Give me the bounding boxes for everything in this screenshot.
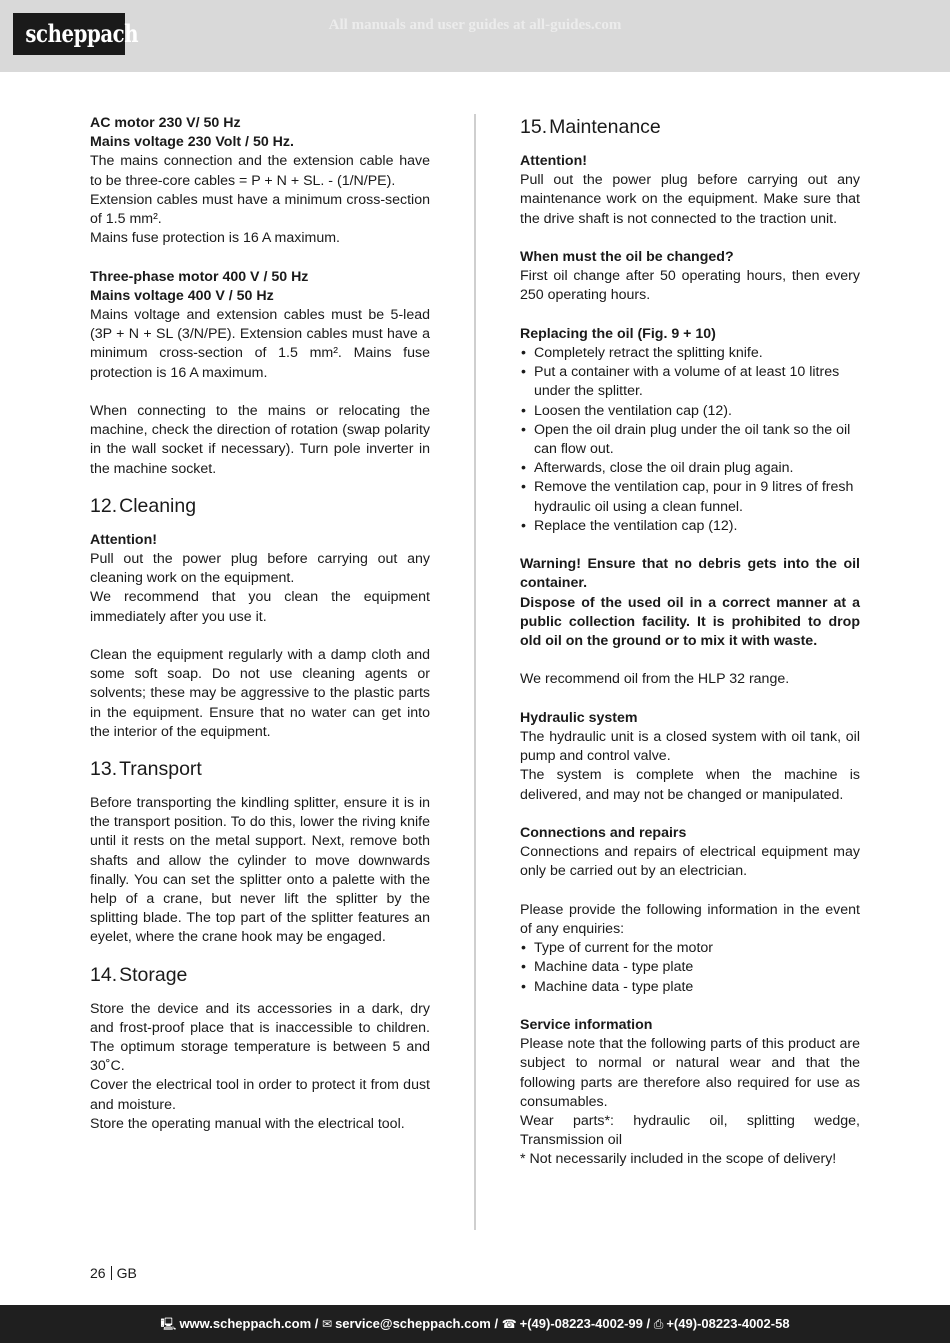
- warning-dispose: Dispose of the used oil in a correct manner at a public collection facility. It is prohibited to drop old oil on the ground or to mix it with waste.: [520, 594, 860, 650]
- list-item: • Replace the ventilation cap (12).: [520, 517, 860, 536]
- fax-icon: ⎙: [653, 1317, 664, 1331]
- list-item: • Remove the ventilation cap, pour in 9 litres of fresh hydraulic oil using a clean funnel.: [520, 478, 860, 516]
- ac-mains-voltage: Mains voltage 230 Volt / 50 Hz.: [90, 134, 294, 151]
- connections-title: Connections and repairs: [520, 825, 687, 842]
- cleaning-text-2: We recommend that you clean the equipment immediately after you use it.: [90, 589, 430, 625]
- connections-text: Connections and repairs of electrical equipment may only be carried out by an electrician.: [520, 844, 860, 880]
- page-header: [0, 0, 950, 72]
- brand-logo: scheppach: [13, 13, 125, 55]
- footer-email[interactable]: service@scheppach.com /: [335, 1316, 499, 1331]
- cleaning-text-3: Clean the equipment regularly with a damp cloth and some soft soap. Do not use cleaning agents or solvents; these may be aggressive to the plastic parts in the equipment. Ensure that no water can get into the interior of the equipment.: [90, 647, 430, 740]
- list-item: • Afterwards, close the oil drain plug again.: [520, 459, 860, 478]
- hydraulic-text-1: The hydraulic unit is a closed system with oil tank, oil pump and control valve.: [520, 729, 860, 765]
- cleaning-text-1: Pull out the power plug before carrying out any cleaning work on the equipment.: [90, 551, 430, 587]
- list-item: • Machine data - type plate: [520, 978, 860, 997]
- hydraulic-text-2: The system is complete when the machine is delivered, and may not be changed or manipulated.: [520, 767, 860, 803]
- list-item: • Loosen the ventilation cap (12).: [520, 402, 860, 421]
- service-text-3: * Not necessarily included in the scope of delivery!: [520, 1151, 837, 1168]
- enquiries-text: Please provide the following information in the event of any enquiries:: [520, 901, 860, 938]
- transport-text: Before transporting the kindling splitter, ensure it is in the transport position. To do this, lower the riving knife until it rests on the metal support. Next, remove both shafts and allow the cylinder to move downwards finally. You can set the splitter onto a palette with the help of a crane, but never lift the splitter by the splitting blade. The top part of the splitter features an eyelet, where the crane hook may be engaged.: [90, 795, 430, 946]
- three-phase-text: Mains voltage and extension cables must be 5-lead (3P + N + SL (3/N/PE). Extension cables must have a minimum cross-section of 1.5 mm². Mains fuse protection is 16 A maximum.: [90, 307, 430, 381]
- hydraulic-title: Hydraulic system: [520, 709, 638, 726]
- three-phase-title: Three-phase motor 400 V / 50 Hz: [90, 268, 309, 285]
- section-title-cleaning: 12. Cleaning: [90, 494, 197, 517]
- footer-fax: +(49)-08223-4002-58: [666, 1316, 790, 1331]
- oil-recommendation: We recommend oil from the HLP 32 range.: [520, 671, 790, 688]
- ac-text-2: Extension cables must have a minimum cross-section of 1.5 mm².: [90, 191, 430, 228]
- list-item: • Machine data - type plate: [520, 958, 860, 977]
- watermark-text: All manuals and user guides at all-guides.com: [328, 17, 622, 33]
- ac-text-1: The mains connection and the extension cable have to be three-core cables = P + N + SL. - (1/N/PE).: [90, 153, 430, 189]
- connecting-text: When connecting to the mains or relocating the machine, check the direction of rotation (swap polarity in the wall socket if necessary). Turn pole inverter in the machine socket.: [90, 403, 430, 477]
- replacing-oil-title: Replacing the oil (Fig. 9 + 10): [520, 325, 716, 342]
- left-column: [90, 114, 430, 1134]
- storage-text-1: Store the device and its accessories in a dark, dry and frost-proof place that is inaccessible to children. The optimum storage temperature is between 5 and 30˚C.: [90, 1000, 430, 1075]
- ac-text-3: Mains fuse protection is 16 A maximum.: [90, 230, 340, 247]
- list-item: • Open the oil drain plug under the oil tank so the oil can flow out.: [520, 421, 860, 459]
- storage-text-2: Cover the electrical tool in order to protect it from dust and moisture.: [90, 1077, 430, 1113]
- computer-icon: 🖳: [160, 1317, 177, 1331]
- replacing-oil-steps: [520, 344, 860, 536]
- three-phase-voltage: Mains voltage 400 V / 50 Hz: [90, 287, 274, 304]
- section-title-maintenance: 15. Maintenance: [520, 116, 661, 138]
- ac-motor-title: AC motor 230 V/ 50 Hz: [90, 115, 241, 131]
- column-divider: [474, 114, 476, 1230]
- cleaning-attention: Attention!: [90, 531, 157, 548]
- service-text-2: Wear parts*: hydraulic oil, splitting wedge, Transmission oil: [520, 1113, 860, 1149]
- service-text-1: Please note that the following parts of this product are subject to normal or natural wear and that the following parts are therefore also required for use as consumables.: [520, 1036, 860, 1110]
- page-number: 26 GB: [90, 1265, 137, 1281]
- section-title-storage: 14. Storage: [90, 963, 188, 986]
- footer-website[interactable]: www.scheppach.com /: [179, 1316, 319, 1331]
- footer-phone: +(49)-08223-4002-99 /: [519, 1316, 651, 1331]
- maintenance-attention: Attention!: [520, 153, 587, 169]
- list-item: • Put a container with a volume of at least 10 litres under the splitter.: [520, 363, 860, 401]
- storage-text-3: Store the operating manual with the electrical tool.: [90, 1115, 405, 1132]
- section-title-transport: 13. Transport: [90, 758, 202, 781]
- list-item: • Completely retract the splitting knife.: [520, 344, 860, 363]
- envelope-icon: ✉: [322, 1317, 333, 1331]
- warning-debris: Warning! Ensure that no debris gets into the oil container.: [520, 556, 860, 592]
- telephone-icon: ☎: [501, 1317, 517, 1331]
- oil-change-text: First oil change after 50 operating hours, then every 250 operating hours.: [520, 268, 860, 304]
- enquiries-list: [520, 939, 860, 997]
- right-column: [520, 114, 860, 1170]
- list-item: • Type of current for the motor: [520, 939, 860, 958]
- oil-change-title: When must the oil be changed?: [520, 249, 734, 265]
- service-title: Service information: [520, 1017, 653, 1034]
- page-footer: [0, 1305, 950, 1343]
- maintenance-text: Pull out the power plug before carrying out any maintenance work on the equipment. Make sure that the drive shaft is not connected to the traction unit.: [520, 172, 860, 227]
